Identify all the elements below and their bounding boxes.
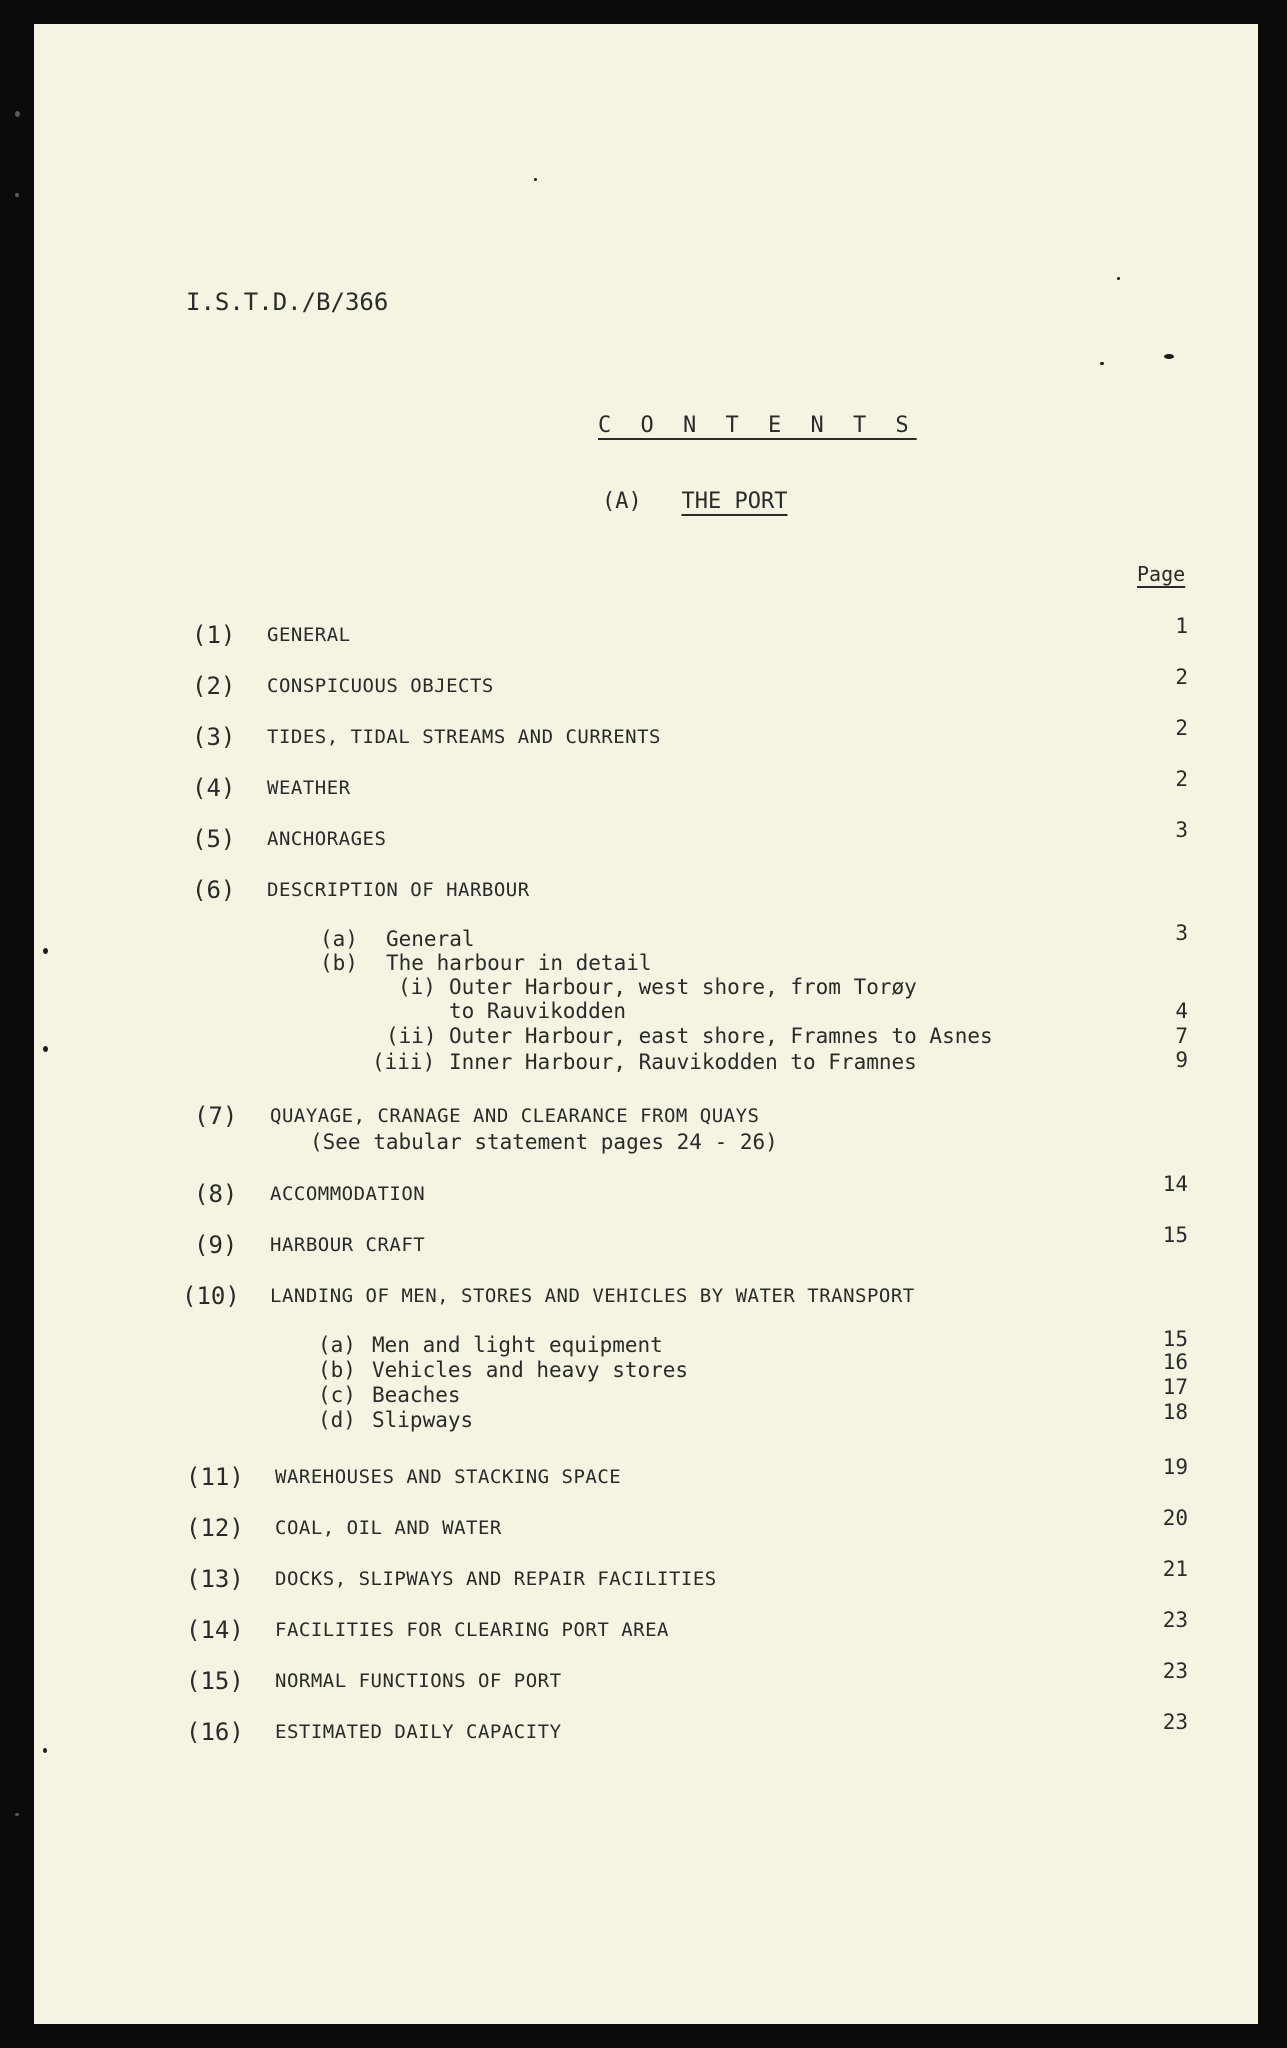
subentry-label: (iii) bbox=[372, 1050, 436, 1074]
subentry-page: 17 bbox=[1162, 1375, 1188, 1399]
entry-number: (1) bbox=[192, 621, 236, 649]
section-label: (A) bbox=[602, 489, 642, 514]
border-speck bbox=[15, 1813, 19, 1816]
entry-number: (5) bbox=[192, 825, 236, 853]
subentry-label: (i) bbox=[398, 975, 436, 999]
entry-title: ANCHORAGES bbox=[267, 828, 387, 850]
entry-page: 23 bbox=[1162, 1659, 1188, 1683]
entry-number: (16) bbox=[186, 1718, 244, 1746]
entry-title: WEATHER bbox=[267, 777, 351, 799]
subentry-label: (a) bbox=[320, 927, 358, 951]
entry-number: (7) bbox=[194, 1102, 238, 1130]
entry-page: 14 bbox=[1162, 1172, 1188, 1196]
border-speck bbox=[15, 111, 20, 117]
document-reference: I.S.T.D./B/366 bbox=[186, 288, 389, 316]
entry-title: DOCKS, SLIPWAYS AND REPAIR FACILITIES bbox=[275, 1568, 717, 1590]
subentry-page: 18 bbox=[1162, 1400, 1188, 1424]
document-page bbox=[34, 24, 1258, 2024]
entry-page: 20 bbox=[1162, 1506, 1188, 1530]
entry-page: 2 bbox=[1175, 767, 1188, 791]
subentry-page: 15 bbox=[1162, 1327, 1188, 1351]
subentry-page: 7 bbox=[1175, 1024, 1188, 1048]
subentry-page: 4 bbox=[1175, 999, 1188, 1023]
entry-title: COAL, OIL AND WATER bbox=[275, 1517, 502, 1539]
paper-speck bbox=[1164, 354, 1174, 359]
entry-page: 23 bbox=[1162, 1608, 1188, 1632]
subentry-text: The harbour in detail bbox=[386, 951, 652, 975]
entry-title: NORMAL FUNCTIONS OF PORT bbox=[275, 1670, 562, 1692]
entry-page: 3 bbox=[1175, 818, 1188, 842]
border-speck bbox=[15, 193, 19, 197]
subentry-text: Beaches bbox=[372, 1383, 461, 1407]
entry-title: DESCRIPTION OF HARBOUR bbox=[267, 879, 530, 901]
entry-number: (3) bbox=[192, 723, 236, 751]
entry-number: (15) bbox=[186, 1667, 244, 1695]
subentry-label: (c) bbox=[318, 1383, 356, 1407]
subentry-page: 9 bbox=[1175, 1048, 1188, 1072]
entry-title: QUAYAGE, CRANAGE AND CLEARANCE FROM QUAYS bbox=[270, 1105, 760, 1127]
subentry-label: (ii) bbox=[386, 1024, 437, 1048]
entry-page: 2 bbox=[1175, 665, 1188, 689]
entry-number: (14) bbox=[186, 1616, 244, 1644]
entry-title: LANDING OF MEN, STORES AND VEHICLES BY WATER TRANSPORT bbox=[270, 1285, 915, 1307]
paper-speck bbox=[43, 1748, 47, 1753]
subentry-text: Inner Harbour, Rauvikodden to Framnes bbox=[449, 1050, 917, 1074]
entry-title: FACILITIES FOR CLEARING PORT AREA bbox=[275, 1619, 669, 1641]
section-title: THE PORT bbox=[681, 489, 788, 514]
page-column-header: Page bbox=[1137, 562, 1186, 586]
subentry-text: Outer Harbour, west shore, from Torøy bbox=[449, 975, 917, 999]
entry-number: (13) bbox=[186, 1565, 244, 1593]
subentry-text: to Rauvikodden bbox=[449, 999, 627, 1023]
entry-number: (12) bbox=[186, 1514, 244, 1542]
entry-title: CONSPICUOUS OBJECTS bbox=[267, 675, 494, 697]
entry-number: (6) bbox=[192, 876, 236, 904]
subentry-text: Outer Harbour, east shore, Framnes to Asnes bbox=[449, 1024, 993, 1048]
entry-page: 21 bbox=[1162, 1557, 1188, 1581]
entry-title: HARBOUR CRAFT bbox=[270, 1234, 426, 1256]
subentry-page: 3 bbox=[1175, 921, 1188, 945]
paper-speck bbox=[1100, 362, 1104, 365]
subentry-label: (a) bbox=[318, 1333, 356, 1357]
paper-speck bbox=[1117, 277, 1120, 280]
entry-title: WAREHOUSES AND STACKING SPACE bbox=[275, 1466, 622, 1488]
subentry-page: 16 bbox=[1162, 1350, 1188, 1374]
subentry-label: (b) bbox=[318, 1358, 356, 1382]
subentry-text: Vehicles and heavy stores bbox=[372, 1358, 689, 1382]
entry-page: 2 bbox=[1175, 716, 1188, 740]
paper-speck bbox=[43, 1046, 48, 1052]
subentry-text: Slipways bbox=[372, 1408, 474, 1432]
paper-speck bbox=[534, 178, 537, 181]
paper-speck bbox=[43, 948, 48, 954]
entry-number: (8) bbox=[194, 1180, 238, 1208]
entry-page: 15 bbox=[1162, 1223, 1188, 1247]
contents-title: C O N T E N T S bbox=[598, 413, 917, 438]
entry-page: 19 bbox=[1162, 1455, 1188, 1479]
subentry-label: (b) bbox=[320, 951, 358, 975]
entry-title: GENERAL bbox=[267, 624, 351, 646]
entry-page: 23 bbox=[1162, 1710, 1188, 1734]
entry-number: (10) bbox=[182, 1282, 240, 1310]
subentry-text: Men and light equipment bbox=[372, 1333, 663, 1357]
subentry-text: General bbox=[386, 927, 475, 951]
entry-number: (11) bbox=[186, 1463, 244, 1491]
entry-title: ESTIMATED DAILY CAPACITY bbox=[275, 1721, 562, 1743]
entry-page: 1 bbox=[1175, 614, 1188, 638]
entry-number: (4) bbox=[192, 774, 236, 802]
entry-title: TIDES, TIDAL STREAMS AND CURRENTS bbox=[267, 726, 661, 748]
entry-title: ACCOMMODATION bbox=[270, 1183, 426, 1205]
section-heading bbox=[602, 489, 787, 514]
entry-note: (See tabular statement pages 24 - 26) bbox=[310, 1130, 778, 1154]
entry-number: (2) bbox=[192, 672, 236, 700]
subentry-label: (d) bbox=[318, 1408, 356, 1432]
entry-number: (9) bbox=[194, 1231, 238, 1259]
